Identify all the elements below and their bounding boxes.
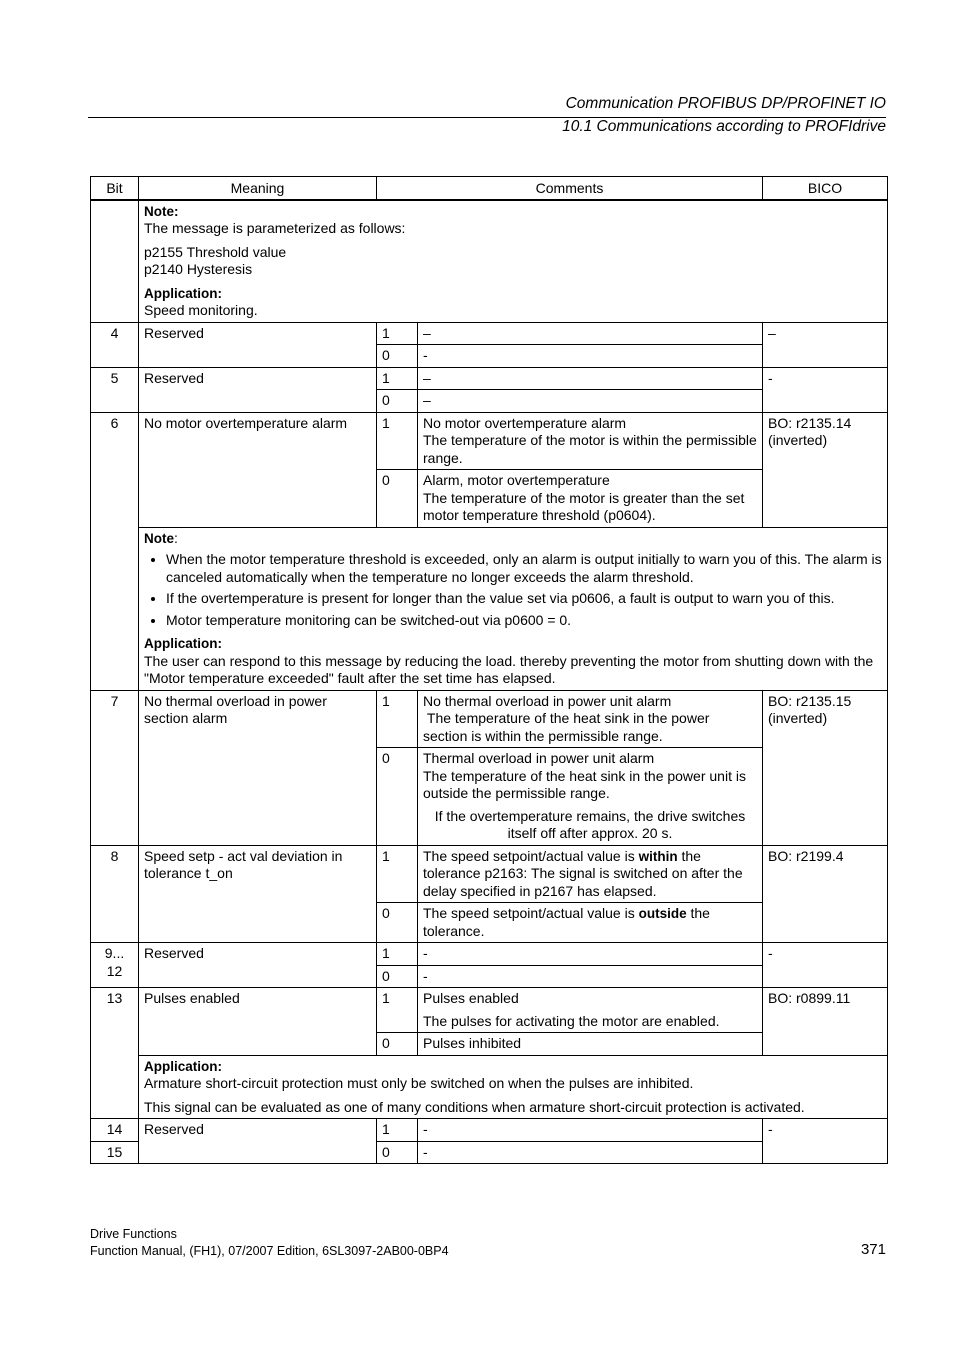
bit-cell xyxy=(91,943,139,988)
comment-line: The temperature of the motor is within the permissible range. xyxy=(423,432,757,466)
value-cell: 1 xyxy=(377,367,418,390)
list-item: • When the motor temperature threshold is exceeded, only an alarm is output initially to warn you of this. The alarm is canceled automatically when the temperature no longer exceeds the alarm threshold. xyxy=(166,551,882,586)
meaning-cell: Pulses enabled xyxy=(139,988,377,1056)
bit-cell: 5 xyxy=(91,367,139,412)
col-header-comments: Comments xyxy=(377,177,763,200)
note-text: p2140 Hysteresis xyxy=(144,261,253,277)
table-row xyxy=(91,845,888,903)
bico-note: (inverted) xyxy=(768,710,828,726)
col-header-bit: Bit xyxy=(91,177,139,200)
bit-cell: 13 xyxy=(91,988,139,1119)
comment-cell xyxy=(418,412,763,470)
application-title: Application: xyxy=(144,285,222,301)
comment-cell: – xyxy=(418,322,763,345)
bico-cell xyxy=(763,412,888,527)
comment-emphasis: outside xyxy=(638,906,687,921)
comment-cell: - xyxy=(418,345,763,368)
bico-cell: - xyxy=(763,1119,888,1164)
application-text: This signal can be evaluated as one of many conditions when armature short-circuit protection is activated. xyxy=(144,1098,805,1115)
comment-line: No thermal overload in power unit alarm xyxy=(423,692,672,709)
table-row xyxy=(91,1119,888,1142)
comment-cell: - xyxy=(418,965,763,988)
value-cell: 0 xyxy=(377,1033,418,1056)
value-cell: 1 xyxy=(377,690,418,748)
application-title: Application: xyxy=(144,636,222,651)
value-cell: 0 xyxy=(377,748,418,846)
value-cell: 1 xyxy=(377,412,418,470)
bit-cell: 8 xyxy=(91,845,139,943)
comment-line: The temperature of the motor is greater than the set motor temperature threshold (p0604). xyxy=(423,489,745,523)
value-cell: 1 xyxy=(377,322,418,345)
value-cell: 0 xyxy=(377,390,418,413)
bit-cell: 6 xyxy=(91,412,139,690)
comment-cell: - xyxy=(418,1141,763,1164)
footer-title: Drive Functions xyxy=(90,1227,177,1241)
list-item: • If the overtemperature is present for longer than the value set via p0606, a fault is output to warn you of this. xyxy=(166,590,882,608)
value-cell: 0 xyxy=(377,965,418,988)
note-colon: : xyxy=(174,529,178,546)
value-cell: 0 xyxy=(377,470,418,528)
bit-cell: 4 xyxy=(91,322,139,367)
comment-line: Pulses enabled xyxy=(423,990,519,1006)
table-row xyxy=(91,412,888,470)
value-cell: 0 xyxy=(377,1141,418,1164)
table-row xyxy=(91,200,888,323)
status-word-table xyxy=(90,176,888,1164)
note-block-bit3 xyxy=(139,200,888,323)
bico-cell: BO: r0899.11 xyxy=(763,988,888,1056)
comment-text: The speed setpoint/actual value is xyxy=(423,847,639,864)
comment-text: The speed setpoint/actual value is xyxy=(423,905,639,921)
value-cell: 0 xyxy=(377,345,418,368)
note-text: p2155 Threshold value xyxy=(144,243,287,260)
comment-line: The temperature of the heat sink in the power section is within the permissible range. xyxy=(423,710,714,744)
comment-line: Thermal overload in power unit alarm xyxy=(423,750,655,766)
comment-cell: - xyxy=(418,943,763,966)
table-row xyxy=(91,527,888,690)
comment-cell: – xyxy=(418,390,763,413)
table-header-row xyxy=(91,177,888,200)
bit-cell: 7 xyxy=(91,690,139,845)
page-number: 371 xyxy=(860,1241,886,1258)
bit-cell: 14 xyxy=(91,1119,139,1142)
note-text: The message is parameterized as follows: xyxy=(144,220,406,236)
meaning-cell: Reserved xyxy=(139,943,377,988)
comment-cell xyxy=(418,748,763,846)
bico-cell xyxy=(763,690,888,845)
comment-cell xyxy=(418,903,763,943)
application-text: The user can respond to this message by reducing the load. thereby preventing the motor from shutting down with the "Motor temperature exceeded" fault after the set time has elapsed. xyxy=(144,652,874,686)
table-row xyxy=(91,367,888,390)
bico-cell: - xyxy=(763,943,888,988)
bico-cell: BO: r2199.4 xyxy=(763,845,888,943)
application-title: Application: xyxy=(144,1058,222,1074)
table-row xyxy=(91,690,888,748)
comment-cell: Pulses inhibited xyxy=(418,1033,763,1056)
col-header-meaning: Meaning xyxy=(139,177,377,200)
note-title: Note: xyxy=(144,203,179,219)
value-cell: 1 xyxy=(377,943,418,966)
comment-emphasis: within xyxy=(638,848,678,864)
meaning-cell: Reserved xyxy=(139,322,377,367)
comment-text: the tolerance. xyxy=(423,905,710,939)
meaning-cell: Reserved xyxy=(139,367,377,412)
meaning-cell: No motor overtemperature alarm xyxy=(139,412,377,527)
comment-cell: - xyxy=(418,1119,763,1142)
value-cell: 0 xyxy=(377,903,418,943)
comment-cell xyxy=(418,845,763,903)
table-row xyxy=(91,322,888,345)
bit-cell-empty xyxy=(91,200,139,323)
application-text: Speed monitoring. xyxy=(144,302,258,318)
note-block-bit6 xyxy=(139,527,888,690)
bico-value: BO: r2135.15 xyxy=(768,692,852,709)
note-title: Note xyxy=(144,530,174,546)
comment-line: No motor overtemperature alarm xyxy=(423,414,627,431)
comment-line: Alarm, motor overtemperature xyxy=(423,472,610,488)
running-header-section: 10.1 Communications according to PROFIdrive xyxy=(562,118,886,135)
comment-line: The pulses for activating the motor are enabled. xyxy=(423,1012,720,1029)
comment-text: the tolerance p2163: The signal is switched on after the delay specified in p2167 has elapsed. xyxy=(423,847,743,899)
note-bullet-list xyxy=(144,551,882,629)
col-header-bico: BICO xyxy=(763,177,888,200)
bico-cell: - xyxy=(763,367,888,412)
comment-line: If the overtemperature remains, the drive switches itself off after approx. 20 s. xyxy=(434,807,746,841)
table-row xyxy=(91,988,888,1033)
footer-edition: Function Manual, (FH1), 07/2007 Edition, 6SL3097-2AB00-0BP4 xyxy=(90,1244,449,1258)
value-cell: 1 xyxy=(377,1119,418,1142)
bit-cell: 15 xyxy=(91,1141,139,1164)
note-block-bit13 xyxy=(139,1055,888,1119)
comment-cell xyxy=(418,690,763,748)
bico-cell: – xyxy=(763,322,888,367)
bit-range-start: 9... xyxy=(104,945,125,961)
meaning-cell: No thermal overload in power section alarm xyxy=(139,690,377,845)
bit-range-end: 12 xyxy=(106,962,123,979)
list-item: • Motor temperature monitoring can be switched-out via p0600 = 0. xyxy=(166,612,882,630)
note-title-line xyxy=(144,530,882,548)
comment-cell: – xyxy=(418,367,763,390)
comment-cell xyxy=(418,470,763,528)
value-cell: 1 xyxy=(377,845,418,903)
comment-cell xyxy=(418,988,763,1033)
bico-note: (inverted) xyxy=(768,432,828,448)
application-text: Armature short-circuit protection must only be switched on when the pulses are inhibited. xyxy=(144,1075,694,1091)
value-cell: 1 xyxy=(377,988,418,1033)
table-row xyxy=(91,1055,888,1119)
comment-line: The temperature of the heat sink in the power unit is outside the permissible range. xyxy=(423,767,746,801)
bico-value: BO: r2135.14 xyxy=(768,414,852,431)
meaning-cell: Speed setp - act val deviation in tolerance t_on xyxy=(139,845,377,943)
table-row xyxy=(91,943,888,966)
running-header-chapter: Communication PROFIBUS DP/PROFINET IO xyxy=(565,95,886,112)
meaning-cell: Reserved xyxy=(139,1119,377,1164)
